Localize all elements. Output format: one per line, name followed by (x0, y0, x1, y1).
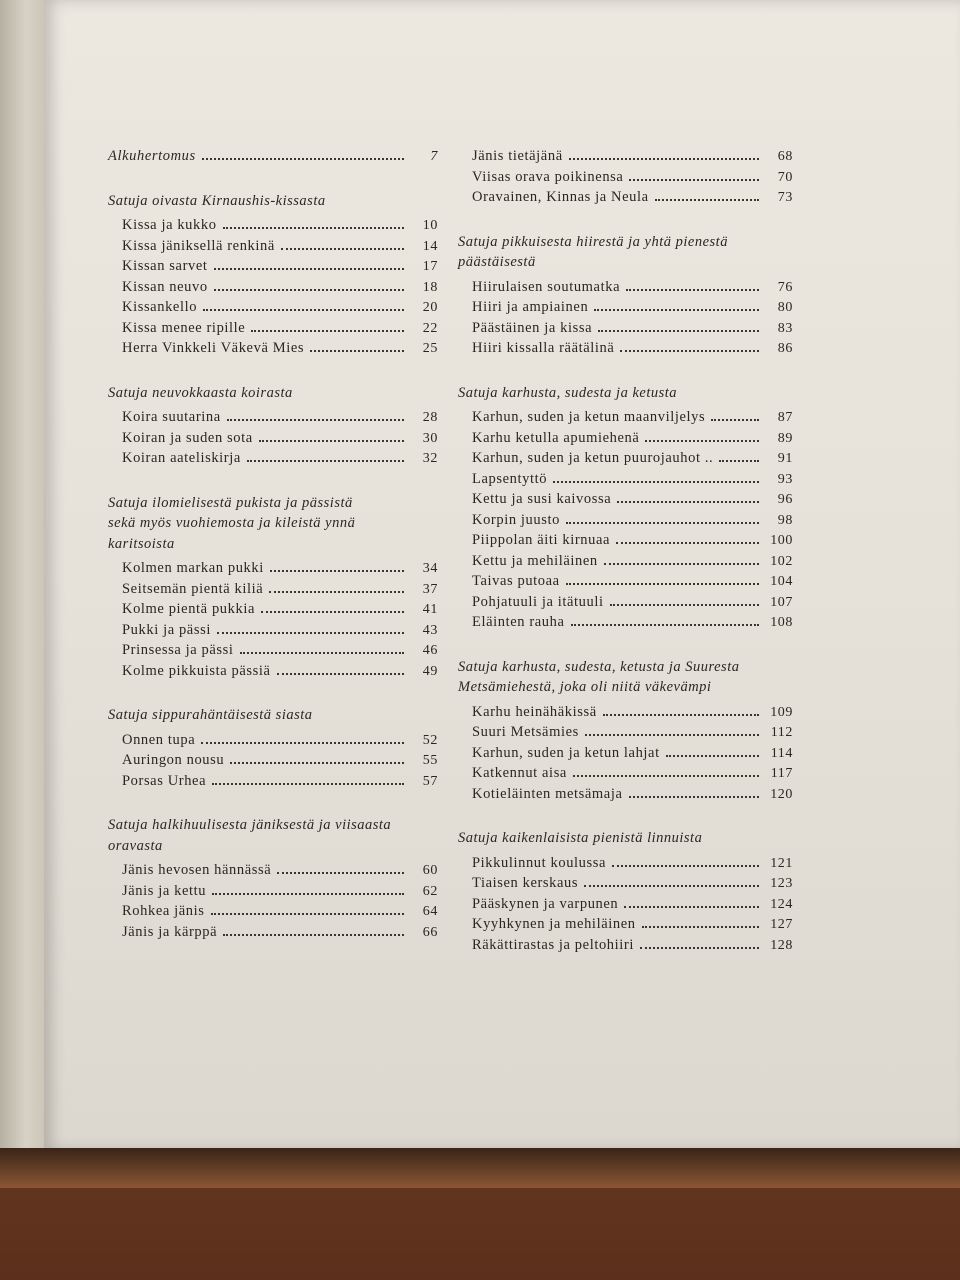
toc-entry (472, 491, 793, 512)
dot-leader (214, 289, 404, 291)
entry-page-number: 18 (422, 279, 438, 295)
entry-title: Kotieläinten metsämaja (472, 785, 623, 802)
entry-title: Alkuhertomus (108, 148, 196, 164)
entry-page-number: 52 (422, 732, 438, 748)
entry-title: Pohjatuuli ja itätuuli (472, 593, 604, 610)
entry-title: Kettu ja mehiläinen (472, 552, 598, 569)
dot-leader (616, 542, 759, 544)
section-heading (108, 705, 438, 726)
section-heading-line: päästäisestä (458, 254, 536, 270)
entry-page-number: 117 (770, 766, 793, 781)
dot-leader (711, 419, 759, 421)
toc-right-column (458, 148, 793, 957)
toc-section (458, 232, 793, 361)
section-items (108, 862, 438, 944)
entry-page-number: 22 (422, 320, 438, 336)
section-heading-line: Satuja halkihuulisesta jäniksestä ja viisaasta (108, 817, 392, 833)
toc-entry (472, 189, 793, 210)
toc-entry (122, 409, 438, 430)
dot-leader (230, 762, 404, 764)
entry-title: Kissa jäniksellä renkinä (122, 237, 275, 254)
dot-leader (610, 604, 759, 606)
toc-entry (122, 883, 438, 904)
dot-leader (269, 591, 404, 593)
entry-title: Päästäinen ja kissa (472, 319, 593, 336)
entry-page-number: 46 (422, 643, 438, 658)
entry-page-number: 107 (770, 594, 793, 610)
dot-leader (223, 227, 404, 229)
entry-title: Kissan neuvo (122, 278, 208, 295)
entry-title: Koira suutarina (122, 409, 221, 425)
entry-page-number: 10 (422, 218, 438, 233)
entry-page-number: 76 (777, 279, 793, 295)
dot-leader (212, 783, 404, 785)
dot-leader (719, 460, 759, 462)
entry-page-number: 7 (430, 149, 438, 164)
entry-title: Jänis hevosen hännässä (122, 862, 272, 878)
toc-left-column (108, 148, 438, 944)
dot-leader (214, 268, 404, 270)
toc-entry (122, 773, 438, 794)
dot-leader (620, 350, 759, 352)
toc-entry (122, 430, 438, 451)
entry-title: Korpin juusto (472, 511, 560, 528)
toc-entry (472, 614, 793, 635)
section-heading (108, 383, 438, 404)
entry-page-number: 109 (770, 704, 793, 720)
toc-entry (472, 169, 793, 190)
section-heading (108, 815, 438, 856)
section-heading-line: Satuja sippurahäntäisestä siasta (108, 707, 313, 723)
section-items (458, 704, 793, 807)
dot-leader (642, 926, 759, 928)
entry-page-number: 123 (770, 876, 793, 891)
toc-entry (122, 238, 438, 259)
entry-page-number: 70 (777, 169, 793, 185)
dot-leader (624, 906, 759, 908)
entry-title: Eläinten rauha (472, 614, 565, 630)
entry-page-number: 20 (422, 300, 438, 315)
section-heading-line: karitsoista (108, 535, 175, 552)
dot-leader (310, 350, 404, 352)
toc-entry (472, 855, 793, 876)
dot-leader (626, 289, 759, 291)
dot-leader (202, 158, 404, 160)
section-items (108, 560, 438, 683)
section-heading (458, 828, 793, 849)
dot-leader (603, 714, 759, 716)
toc-entry (472, 553, 793, 574)
entry-title: Pukki ja pässi (122, 621, 211, 638)
entry-title: Suuri Metsämies (472, 724, 579, 740)
entry-title: Tiaisen kerskaus (472, 875, 579, 891)
entry-page-number: 120 (770, 786, 793, 802)
toc-entry (122, 340, 438, 361)
dot-leader (240, 652, 405, 654)
entry-page-number: 121 (770, 855, 793, 871)
section-heading-line: Metsämiehestä, joka oli niitä väkevämpi (458, 679, 712, 695)
entry-page-number: 62 (422, 883, 438, 899)
toc-section (108, 191, 438, 361)
toc-entry (122, 663, 438, 684)
toc-entry (472, 148, 793, 169)
toc-entry (122, 924, 438, 945)
toc-entry (472, 512, 793, 533)
section-heading (458, 383, 793, 404)
entry-title: Kissankello (122, 299, 198, 315)
entry-page-number: 102 (770, 553, 793, 569)
entry-title: Seitsemän pientä kiliä (122, 580, 264, 597)
dot-leader (566, 583, 759, 585)
entry-title: Kolmen markan pukki (122, 560, 264, 576)
entry-page-number: 55 (422, 753, 438, 768)
toc-entry (472, 765, 793, 786)
entry-page-number: 60 (422, 863, 438, 878)
entry-title: Rohkea jänis (122, 903, 205, 919)
entry-title: Jänis ja kärppä (122, 923, 218, 940)
section-heading-line: Satuja oivasta Kirnaushis-kissasta (108, 192, 326, 209)
entry-page-number: 57 (422, 773, 438, 789)
entry-title: Lapsentyttö (472, 470, 548, 487)
toc-entry (122, 320, 438, 341)
toc-section (458, 828, 793, 957)
entry-page-number: 104 (770, 574, 793, 589)
section-items (108, 732, 438, 794)
dot-leader (569, 158, 759, 160)
toc-section (108, 383, 438, 471)
toc-section (108, 705, 438, 793)
entry-page-number: 89 (777, 430, 793, 446)
toc-entry (472, 320, 793, 341)
entry-title: Hiirulaisen soutumatka (472, 278, 621, 295)
dot-leader (247, 460, 404, 462)
entry-title: Koiran ja suden sota (122, 429, 253, 446)
toc-entry (122, 732, 438, 753)
entry-title: Jänis ja kettu (122, 882, 207, 899)
dot-leader (655, 199, 759, 201)
dot-leader (629, 796, 760, 798)
entry-page-number: 100 (770, 533, 793, 548)
entry-title: Pääskynen ja varpunen (472, 895, 619, 912)
toc-section (458, 383, 793, 635)
entry-page-number: 108 (770, 615, 793, 630)
entry-title: Auringon nousu (122, 752, 225, 768)
table-surface (0, 1148, 960, 1188)
toc-entry (108, 148, 438, 169)
entry-page-number: 83 (777, 320, 793, 336)
entry-title: Karhun, suden ja ketun lahjat (472, 744, 660, 761)
toc-entry (472, 450, 793, 471)
toc-entry (472, 279, 793, 300)
entry-title: Kolme pikkuista pässiä (122, 662, 271, 679)
entry-title: Koiran aateliskirja (122, 450, 241, 466)
entry-page-number: 98 (777, 512, 793, 528)
entry-page-number: 30 (422, 430, 438, 446)
entry-page-number: 96 (777, 492, 793, 507)
entry-title: Kissa ja kukko (122, 217, 217, 233)
entry-page-number: 80 (777, 300, 793, 315)
entry-page-number: 64 (422, 904, 438, 919)
section-heading-line: Satuja karhusta, sudesta, ketusta ja Suuresta (458, 658, 740, 675)
section-heading-line: Satuja karhusta, sudesta ja ketusta (458, 384, 678, 401)
dot-leader (617, 501, 759, 503)
entry-page-number: 49 (422, 663, 438, 679)
dot-leader (566, 522, 759, 524)
entry-page-number: 37 (422, 581, 438, 597)
section-heading-line: Satuja kaikenlaisista pienistä linnuista (458, 830, 703, 846)
toc-section (108, 493, 438, 684)
entry-title: Kettu ja susi kaivossa (472, 491, 612, 507)
dot-leader (584, 885, 759, 887)
toc-entry (472, 724, 793, 745)
entry-title: Kyyhkynen ja mehiläinen (472, 916, 636, 932)
dot-leader (571, 624, 759, 626)
toc-entry (472, 340, 793, 361)
entry-title: Herra Vinkkeli Väkevä Mies (122, 340, 305, 356)
entry-page-number: 86 (777, 341, 793, 356)
toc-entry (472, 532, 793, 553)
dot-leader (553, 481, 759, 483)
entry-page-number: 17 (422, 259, 438, 274)
toc-entry (122, 258, 438, 279)
book-gutter (0, 0, 48, 1160)
toc-entry (122, 903, 438, 924)
entry-page-number: 34 (422, 561, 438, 576)
entry-page-number: 14 (422, 238, 438, 254)
dot-leader (201, 742, 404, 744)
dot-leader (594, 309, 759, 311)
toc-entry (122, 642, 438, 663)
entry-page-number: 25 (422, 341, 438, 356)
entry-page-number: 73 (777, 190, 793, 205)
entry-title: Karhu heinähäkissä (472, 703, 597, 720)
entry-page-number: 93 (777, 471, 793, 487)
dot-leader (645, 440, 759, 442)
dot-leader (666, 755, 759, 757)
dot-leader (203, 309, 404, 311)
toc-entry (122, 601, 438, 622)
entry-title: Hiiri kissalla räätälinä (472, 340, 615, 356)
entry-title: Karhun, suden ja ketun maanviljelys (472, 409, 706, 425)
toc-section (458, 657, 793, 807)
toc-entry (472, 594, 793, 615)
toc-section (108, 815, 438, 944)
dot-leader (261, 611, 404, 613)
toc-entry (472, 916, 793, 937)
section-heading-line: oravasta (108, 837, 163, 854)
toc-entry (472, 875, 793, 896)
entry-title: Kolme pientä pukkia (122, 601, 256, 617)
section-items (458, 409, 793, 635)
entry-page-number: 28 (422, 410, 438, 425)
section-items (108, 409, 438, 471)
toc-entry (122, 752, 438, 773)
dot-leader (573, 775, 759, 777)
entry-page-number: 68 (777, 149, 793, 164)
toc-entry (472, 573, 793, 594)
dot-leader (212, 893, 404, 895)
toc-entry (122, 560, 438, 581)
dot-leader (277, 872, 404, 874)
entry-title: Hiiri ja ampiainen (472, 299, 589, 315)
entry-title: Katkennut aisa (472, 765, 567, 781)
section-items (458, 279, 793, 361)
entry-page-number: 127 (770, 917, 793, 932)
toc-entry (122, 299, 438, 320)
toc-entry (122, 862, 438, 883)
section-items (458, 855, 793, 958)
entry-page-number: 87 (777, 410, 793, 425)
toc-entry (472, 704, 793, 725)
entry-page-number: 43 (422, 622, 438, 638)
dot-leader (211, 913, 404, 915)
toc-entry (472, 896, 793, 917)
section-heading-line: Satuja ilomielisestä pukista ja pässistä (108, 494, 353, 511)
toc-entry (472, 299, 793, 320)
section-heading-line: sekä myös vuohiemosta ja kileistä ynnä (108, 515, 356, 531)
entry-title: Prinsessa ja pässi (122, 642, 234, 658)
toc-entry (122, 450, 438, 471)
toc-entry (472, 471, 793, 492)
entry-title: Viisas orava poikinensa (472, 168, 624, 185)
entry-page-number: 112 (770, 725, 793, 740)
dot-leader (277, 673, 404, 675)
section-heading-line: Satuja pikkuisesta hiirestä ja yhtä pienestä (458, 233, 728, 250)
toc-entry (122, 279, 438, 300)
entry-page-number: 124 (770, 896, 793, 912)
entry-title: Oravainen, Kinnas ja Neula (472, 189, 649, 205)
entry-title: Kissa menee ripille (122, 319, 246, 336)
entry-page-number: 66 (422, 924, 438, 940)
entry-title: Karhun, suden ja ketun puurojauhot .. (472, 450, 714, 466)
section-heading (458, 657, 793, 698)
continued-items (458, 148, 793, 210)
entry-title: Taivas putoaa (472, 573, 560, 589)
section-heading (108, 191, 438, 212)
section-heading (108, 493, 438, 555)
section-items (108, 217, 438, 361)
dot-leader (217, 632, 404, 634)
entry-title: Jänis tietäjänä (472, 148, 563, 164)
entry-title: Räkättirastas ja peltohiiri (472, 936, 634, 953)
toc-entry (472, 409, 793, 430)
toc-entry (472, 937, 793, 958)
dot-leader (629, 179, 759, 181)
entry-page-number: 32 (422, 451, 438, 466)
dot-leader (640, 947, 759, 949)
dot-leader (604, 563, 759, 565)
entry-page-number: 128 (770, 937, 793, 953)
entry-title: Karhu ketulla apumiehenä (472, 429, 640, 446)
toc-entry (122, 622, 438, 643)
entry-title: Piippolan äiti kirnuaa (472, 532, 611, 548)
entry-page-number: 91 (777, 451, 793, 466)
dot-leader (270, 570, 404, 572)
entry-title: Porsas Urhea (122, 772, 207, 789)
entry-title: Onnen tupa (122, 731, 196, 748)
dot-leader (281, 248, 404, 250)
dot-leader (598, 330, 759, 332)
toc-entry (472, 430, 793, 451)
toc-entry (472, 745, 793, 766)
dot-leader (223, 934, 404, 936)
entry-page-number: 114 (770, 745, 793, 761)
toc-entry (122, 581, 438, 602)
section-heading (458, 232, 793, 273)
dot-leader (227, 419, 404, 421)
dot-leader (612, 865, 759, 867)
dot-leader (251, 330, 404, 332)
toc-entry (122, 217, 438, 238)
entry-page-number: 41 (422, 602, 438, 617)
entry-title: Kissan sarvet (122, 258, 208, 274)
dot-leader (259, 440, 404, 442)
toc-entry (472, 786, 793, 807)
section-heading-line: Satuja neuvokkaasta koirasta (108, 384, 293, 401)
entry-title: Pikkulinnut koulussa (472, 854, 607, 871)
dot-leader (585, 734, 759, 736)
